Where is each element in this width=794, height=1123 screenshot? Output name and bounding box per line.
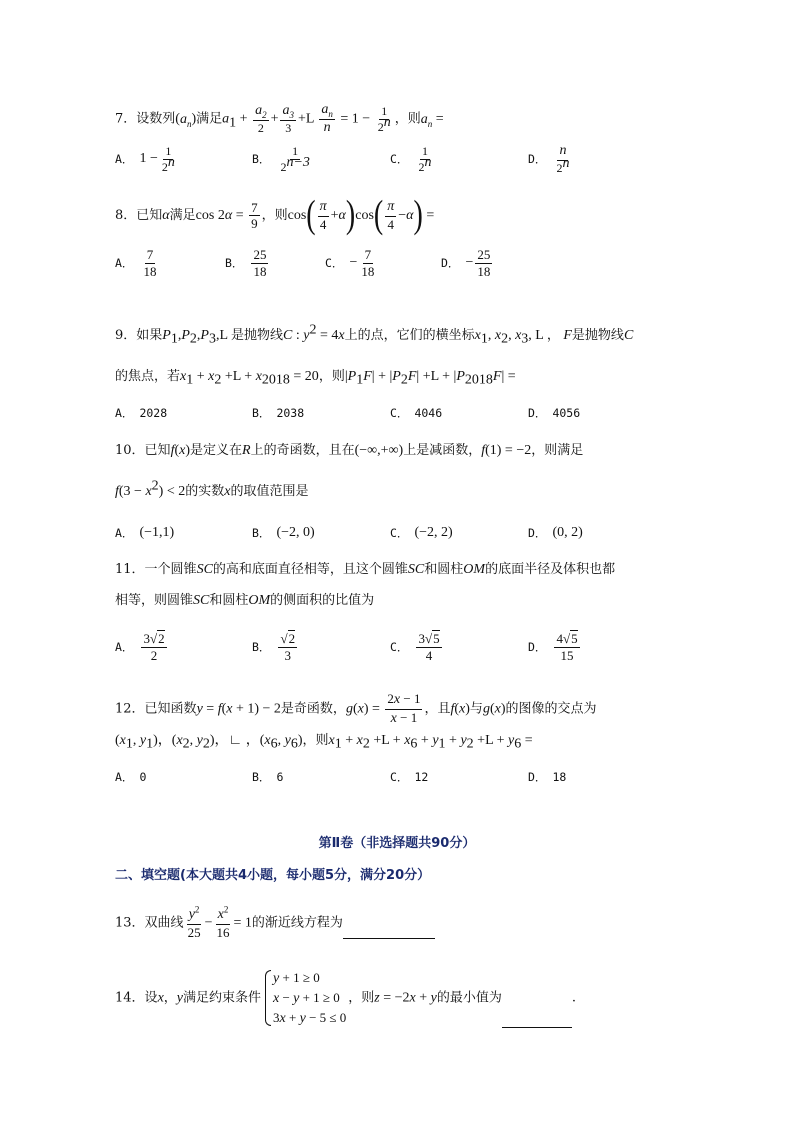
option-d[interactable]: D． − $\frac{25}{18}$ — [441, 246, 491, 279]
option-b[interactable]: B． $\frac{1}{2^{n-3}}$ — [252, 143, 310, 174]
option-b[interactable]: B． 2038 — [252, 406, 305, 420]
option-a[interactable]: A． $\frac{3√2}{2}$ — [115, 630, 165, 663]
question-9: 9．如果$P_1,P_2,P_3,L$ 是抛物线C : $y^2 = 4x$上的点，它们的横坐标$x_1$, $x_2$, $x_3$, L ， F是抛物线C — [115, 322, 634, 347]
option-b[interactable]: B． 6 — [252, 770, 284, 784]
question-9-options — [115, 398, 715, 428]
answer-blank[interactable] — [502, 1013, 572, 1028]
option-d[interactable]: D． $\frac{4√5}{15}$ — [528, 630, 578, 663]
question-10-line-2: $f(3 - x^2) < 2$的实数x的取值范围是 — [115, 478, 309, 499]
question-8: 8．已知α满足cos 2α = $\frac{7}{9}$ ，则cos( $\frac{\pi}{4}$ +α)cos( $\frac{\pi}{4}$ −α) = — [115, 193, 435, 237]
question-9-line-2: 的焦点，若$x_1 + x_2 +L + x_{2018} = 20$，则$|P_1F| + |P_2F| +L + |P_{2018}F|$ = — [115, 369, 516, 388]
option-a[interactable]: A． $\frac{7}{18}$ — [115, 246, 157, 279]
option-c[interactable]: C． 12 — [390, 770, 429, 784]
question-7-options — [115, 144, 715, 174]
option-c[interactable]: C． $\frac{3√5}{4}$ — [390, 630, 440, 663]
option-c[interactable]: C． $\frac{1}{2^n}$ — [390, 143, 432, 174]
option-b[interactable]: B． (−2, 0) — [252, 525, 315, 540]
question-12: 12．已知函数y = f(x + 1) − 2是奇函数，g(x) = $\frac{2x - 1}{x - 1}$ ，且f(x)与g(x)的图像的交点为 — [115, 691, 597, 726]
constraint-system: y + 1 ≥ 0 x − y + 1 ≥ 0 3x + y − 5 ≤ 0 — [263, 968, 346, 1028]
option-d[interactable]: D． (0, 2) — [528, 525, 583, 540]
answer-blank[interactable] — [343, 924, 435, 939]
question-number: 7． — [115, 111, 137, 127]
option-d[interactable]: D． 18 — [528, 770, 567, 784]
question-12-line-2: ($x_1$, $y_1$)，($x_2$, $y_2$)，∟ ，($x_6$, $y_6$)，则$x_1 + x_2 +L + x_6 + y_1 + y_2 +L + y_6$ = — [115, 733, 533, 752]
option-b[interactable]: B． $\frac{25}{18}$ — [225, 246, 267, 279]
question-12-options — [115, 762, 715, 792]
question-8-options — [115, 248, 715, 278]
option-c[interactable]: C． 4046 — [390, 406, 443, 420]
question-11: 11．一个圆锥SC的高和底面直径相等，且这个圆锥SC和圆柱OM的底面半径及体积也都 — [115, 562, 616, 577]
option-d[interactable]: D． 4056 — [528, 406, 581, 420]
section-heading: 二、填空题(本大题共4小题，每小题5分，满分20分） — [115, 868, 431, 883]
question-11-options — [115, 632, 715, 662]
option-b[interactable]: B． $\frac{√2}{3}$ — [252, 630, 296, 663]
option-c[interactable]: C． − $\frac{7}{18}$ — [325, 246, 375, 279]
option-a[interactable]: A． 2028 — [115, 406, 168, 420]
question-10-options — [115, 518, 715, 548]
option-a[interactable]: A． (−1,1) — [115, 525, 175, 540]
question-10: 10．已知f(x)是定义在R上的奇函数，且在(−∞,+∞)上是减函数，f(1) = −2，则满足 — [115, 443, 584, 458]
option-d[interactable]: D． $\frac{n}{2^n}$ — [528, 142, 570, 175]
option-a[interactable]: A． 1 − $\frac{1}{2^n}$ — [115, 143, 175, 174]
question-11-line-2: 相等，则圆锥SC和圆柱OM的侧面积的比值为 — [115, 593, 375, 608]
question-14: 14．设x，y满足约束条件 y + 1 ≥ 0 x − y + 1 ≥ 0 3x + y − 5 ≤ 0 ，则z = −2x + y的最小值为 . — [115, 970, 577, 1026]
option-c[interactable]: C． (−2, 2) — [390, 525, 453, 540]
section-title: 第Ⅱ卷（非选择题共90分） — [318, 836, 476, 851]
question-7: 7．设数列$(a_n)$满足$a_1$ + $\frac{a_2}{2}$ + $\frac{a_3}{3}$ +L $\frac{a_n}{n}$ = 1 − $\frac{1}{2^n}$ ，则$a_n$ = — [115, 102, 444, 135]
option-a[interactable]: A． 0 — [115, 770, 147, 784]
question-13: 13．双曲线 $\frac{y^2}{25}$ − $\frac{x^2}{16}$ = 1的渐近线方程为 — [115, 907, 435, 939]
